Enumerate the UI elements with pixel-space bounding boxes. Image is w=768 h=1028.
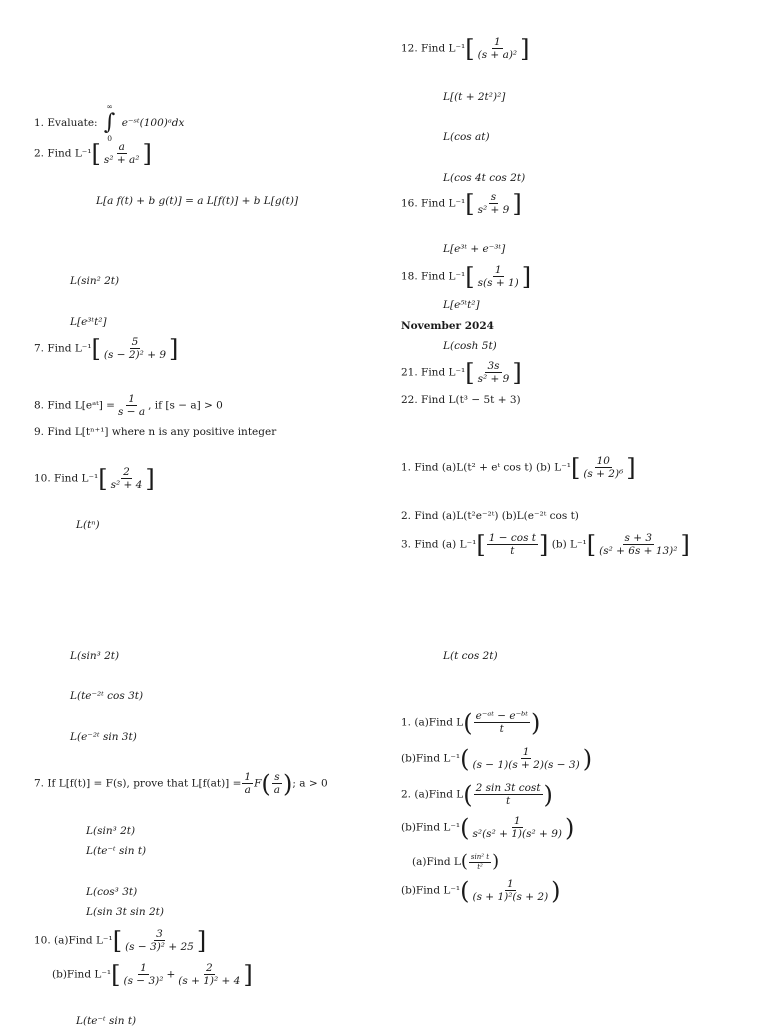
problem-label: 12. Find L⁻¹ <box>401 42 466 55</box>
fraction <box>470 746 581 771</box>
problem-inverse-laplace-sum: (b)Find L⁻¹[ $\frac{1}{\text{(s − 3)²}}$ + $\frac{2}{\text{(s + 1)² + 4}}$ ] <box>52 960 253 989</box>
fraction <box>469 853 491 872</box>
fraction <box>476 360 512 385</box>
problem-inverse-laplace: 7. Find L⁻¹[ $\frac{5}{\text{(s − 2)² + 9}}$ ] <box>34 334 179 363</box>
fraction <box>109 466 145 491</box>
problem-label: 10. (a)Find L⁻¹ <box>34 934 113 947</box>
expression: L(tⁿ) <box>76 519 100 531</box>
numerator: 10 <box>596 455 610 467</box>
problem-label: 8. Find L[eᵃᵗ] = <box>34 399 115 412</box>
expression: L(sin³ 2t) <box>86 825 136 837</box>
numerator: 1 <box>494 36 501 48</box>
problem-laplace-exponential <box>34 393 223 418</box>
fraction <box>176 962 242 987</box>
numerator: 3s <box>487 360 500 372</box>
expression: L(te⁻ᵗ sin t) <box>86 845 147 857</box>
denominator: t <box>510 545 515 557</box>
expression: L(cos³ 3t) <box>86 886 138 898</box>
fraction <box>474 710 530 735</box>
denominator: a <box>244 784 251 796</box>
problem-laplace-quotient: 1. (a)Find L( $\frac{\text{e⁻ᵃᵗ − e⁻ᵇᵗ}}{t}$ ) <box>401 708 541 737</box>
numerator: s <box>490 191 497 203</box>
numerator: s + 3 <box>624 532 653 544</box>
denominator: t² <box>477 862 483 871</box>
expression: L(e⁻²ᵗ sin 3t) <box>70 731 137 743</box>
fraction <box>102 141 142 166</box>
problem-inverse-laplace: 10. (a)Find L⁻¹[ $\frac{3}{\text{(s − 3)² + 25}}$ ] <box>34 926 207 955</box>
fraction <box>476 36 520 61</box>
fraction <box>476 191 512 216</box>
numerator: 2 <box>123 466 130 478</box>
denominator: (s − 3)² <box>123 975 164 987</box>
fraction <box>116 393 147 418</box>
denominator: (s + a)² <box>477 49 518 61</box>
expression: L(cos 4t cos 2t) <box>443 172 526 184</box>
denominator: (s − 2)² + 9 <box>103 349 167 361</box>
problem-label: 2. Find L⁻¹ <box>34 147 92 160</box>
problem-label: 10. Find L⁻¹ <box>34 472 99 485</box>
integral-upper-limit: ∞ <box>106 102 113 111</box>
expression: L[(t + 2t²)²] <box>443 91 506 103</box>
problem-laplace-power: 9. Find L[tⁿ⁺¹] where n is any positive integer <box>34 426 277 438</box>
problem-label: (a)Find L <box>412 856 461 868</box>
expression: L[e³ᵗ + e⁻³ᵗ] <box>443 243 506 255</box>
expression: L(sin² 2t) <box>70 275 120 287</box>
problem-scaling-property: 7. If L[f(t)] = F(s), prove that L[f(at)] = $\frac{1}{a}$ F( $\frac{s}{a}$ ); a > 0 <box>34 769 328 798</box>
plus-sign: + <box>166 968 176 981</box>
problem-label: 18. Find L⁻¹ <box>401 270 466 283</box>
numerator: 2 sin 3t cost <box>475 782 541 794</box>
function-symbol: F <box>254 777 262 790</box>
denominator: (s − 3)² + 25 <box>125 941 194 953</box>
expression: L(te⁻²ᵗ cos 3t) <box>70 690 144 702</box>
problem-label: 2. (a)Find L <box>401 788 464 801</box>
denominator: t <box>505 795 511 807</box>
denominator: (s + 1)²(s + 2) <box>472 891 549 903</box>
expression: L(sin 3t sin 2t) <box>86 906 164 918</box>
problem-inverse-laplace: 10. Find L⁻¹[ $\frac{2}{\text{s² + 4}}$ ] <box>34 464 155 493</box>
fraction <box>470 878 550 903</box>
numerator: 3 <box>156 928 163 940</box>
problem-inverse-laplace: 16. Find L⁻¹[ $\frac{s}{\text{s² + 9}}$ ] <box>401 189 522 218</box>
problem-inverse-laplace: (b)Find L⁻¹( $\frac{1}{(s - 1)(s + 2)(s - 3)}$ ) <box>401 744 593 773</box>
denominator: s² + a² <box>103 154 140 166</box>
denominator: (s + 2)⁶ <box>583 468 624 480</box>
denominator: s² + 9 <box>477 204 510 216</box>
problem-inverse-laplace: 12. Find L⁻¹[ $\frac{1}{\text{(s + a)²}}$ ] <box>401 34 530 63</box>
part-label: (b) L⁻¹ <box>551 538 587 551</box>
numerator: s <box>274 771 280 783</box>
problem-laplace-quotient: (a)Find L( $\frac{\text{sin² t}}{\text{t²}}$ ) <box>412 851 500 872</box>
problem-label: 3. Find (a) L⁻¹ <box>401 538 477 551</box>
denominator: (s + 1)² + 4 <box>178 975 241 987</box>
problem-label: (b)Find L⁻¹ <box>401 821 461 834</box>
problem-inverse-laplace: (b)Find L⁻¹( $\frac{1}{\text{(s + 1)²(s + 2)}}$ ) <box>401 876 561 905</box>
fraction <box>123 928 196 953</box>
problem-inverse-laplace: 18. Find L⁻¹[ $\frac{1}{s(s + 1)}$ ] <box>401 262 532 291</box>
denominator: s − a <box>117 406 146 418</box>
fraction <box>242 771 253 796</box>
numerator: sin² t <box>470 852 490 861</box>
fraction <box>272 771 282 796</box>
problem-combined: 1. Find (a)L(t² + eᵗ cos t) (b) L⁻¹[ $\frac{10}{\text{(s + 2)⁶}}$ ] <box>401 453 636 482</box>
problem-label: (b)Find L⁻¹ <box>401 884 461 897</box>
numerator: 1 <box>522 746 530 758</box>
denominator: s²(s² + 1)(s² + 9) <box>472 828 562 840</box>
fraction <box>102 336 168 361</box>
problem-label: 7. Find L⁻¹ <box>34 342 92 355</box>
problem-label: 16. Find L⁻¹ <box>401 197 466 210</box>
expression: L(t cos 2t) <box>443 650 498 662</box>
problem-inverse-laplace: (b)Find L⁻¹( $\frac{1}{\text{s²(s² + 1)(s² + 9)}}$ ) <box>401 813 575 842</box>
condition: , if [s − a] > 0 <box>148 399 223 412</box>
fraction <box>470 815 564 840</box>
numerator: 1 <box>244 771 252 783</box>
numerator: 1 <box>513 815 521 827</box>
integrand: e⁻ˢᵗ(100)ᵃdx <box>121 117 185 129</box>
expression: L[e³ᵗt²] <box>70 316 107 328</box>
integral-lower-limit: 0 <box>107 134 113 143</box>
expression: L(sin³ 2t) <box>70 650 120 662</box>
denominator: (s − 1)(s + 2)(s − 3) <box>472 759 580 771</box>
numerator: a <box>118 141 125 153</box>
problem-combined: 2. Find (a)L(t²e⁻²ᵗ) (b)L(e⁻²ᵗ cos t) <box>401 510 579 522</box>
problem-evaluate-integral <box>34 100 184 146</box>
expression: L(cosh 5t) <box>443 340 497 352</box>
numerator: 1 <box>506 878 514 890</box>
problem-label: 1. Find (a)L(t² + eᵗ cos t) (b) L⁻¹ <box>401 461 571 474</box>
integral-sign: ∞ ∫ 0 <box>104 100 115 146</box>
problem-label: 1. Evaluate: <box>34 117 98 129</box>
fraction <box>474 782 543 807</box>
numerator: 1 <box>494 264 502 276</box>
denominator: s(s + 1) <box>477 277 519 289</box>
numerator: 1 <box>140 962 147 974</box>
problem-laplace-quotient: 2. (a)Find L( $\frac{\text{2 sin 3t cost}}{t}$ ) <box>401 780 553 809</box>
problem-label: (b)Find L⁻¹ <box>401 752 461 765</box>
fraction <box>487 532 538 557</box>
denominator: a <box>273 784 281 796</box>
problem-label: 21. Find L⁻¹ <box>401 366 466 379</box>
numerator: e⁻ᵃᵗ − e⁻ᵇᵗ <box>475 710 528 722</box>
problem-combined: 3. Find (a) L⁻¹[ $\frac{\text{1 − cos t}}{t}$ ] (b) L⁻¹[ $\frac{s + 3}{\text{(s² + 6s + 13)²}}$ ] <box>401 530 690 559</box>
expression: L[e⁵ᵗt²] <box>443 299 480 311</box>
numerator: 5 <box>131 336 139 348</box>
problem-inverse-laplace: 21. Find L⁻¹[ $\frac{3s}{\text{s² + 9}}$ ] <box>401 358 522 387</box>
denominator: t <box>499 723 504 735</box>
denominator: s² + 4 <box>110 479 143 491</box>
expression: L(cos at) <box>443 131 490 143</box>
condition: ; a > 0 <box>292 777 328 790</box>
numerator: 2 <box>205 962 213 974</box>
fraction <box>121 962 165 987</box>
problem-label: 1. (a)Find L <box>401 716 464 729</box>
numerator: 1 <box>128 393 135 405</box>
problem-label: 7. If L[f(t)] = F(s), prove that L[f(at)] = <box>34 777 242 790</box>
denominator: s² + 9 <box>477 373 510 385</box>
section-heading: November 2024 <box>401 320 494 332</box>
fraction <box>476 264 521 289</box>
numerator: 1 − cos t <box>488 532 537 544</box>
problem-laplace-polynomial: 22. Find L(t³ − 5t + 3) <box>401 394 521 406</box>
denominator: (s² + 6s + 13)² <box>599 545 678 557</box>
fraction <box>581 455 625 480</box>
problem-inverse-laplace: 2. Find L⁻¹[ $\frac{a}{\text{s² + a²}}$ ] <box>34 139 152 168</box>
linearity-property: L[a f(t) + b g(t)] = a L[f(t)] + b L[g(t)] <box>96 195 299 207</box>
problem-label: (b)Find L⁻¹ <box>52 968 112 981</box>
expression: L(te⁻ᵗ sin t) <box>76 1015 137 1027</box>
fraction <box>597 532 679 557</box>
